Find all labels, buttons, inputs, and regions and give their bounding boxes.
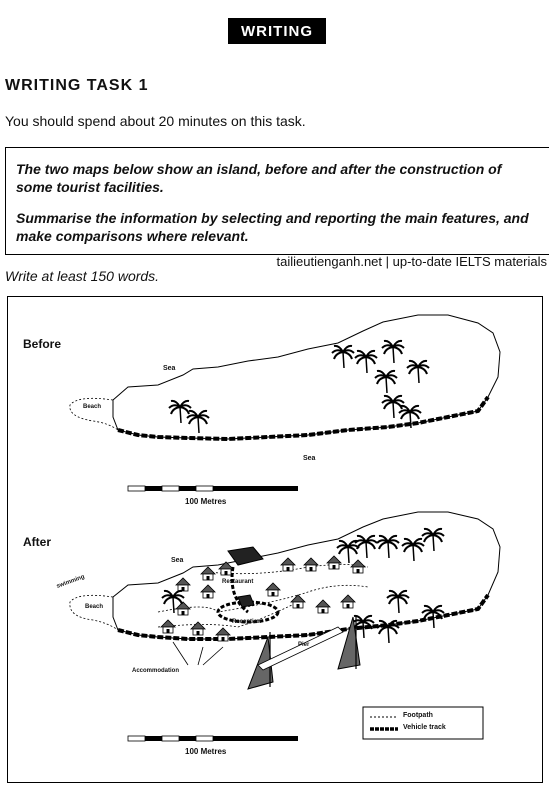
- legend-vehicle-track-label: Vehicle track: [403, 724, 446, 731]
- before-scale-label: 100 Metres: [185, 497, 227, 506]
- after-map: [70, 512, 500, 741]
- legend-footpath-label: Footpath: [403, 712, 433, 719]
- after-sea-label: Sea: [171, 557, 184, 564]
- word-count-instruction: Write at least 150 words.: [5, 268, 160, 284]
- restaurant-label: Restaurant: [222, 579, 254, 585]
- after-map-title: After: [23, 535, 52, 549]
- time-instruction: You should spend about 20 minutes on this task.: [5, 113, 306, 129]
- pier-label: Pier: [298, 642, 310, 648]
- maps-drawing: [8, 297, 544, 784]
- before-sea-bottom-label: Sea: [303, 455, 316, 462]
- section-header: WRITING: [228, 18, 326, 44]
- prompt-instruction: Summarise the information by selecting and reporting the main features, and make comparisons where relevant.: [16, 210, 529, 244]
- after-beach-label: Beach: [85, 604, 104, 610]
- task-title: WRITING TASK 1: [5, 77, 149, 94]
- before-map-title: Before: [23, 337, 62, 351]
- swimming-label: swimming: [55, 574, 86, 590]
- before-map: [70, 315, 500, 491]
- accommodation-label: Accommodation: [132, 668, 180, 674]
- prompt-box: [5, 147, 549, 255]
- before-sea-top-label: Sea: [163, 365, 176, 372]
- maps-figure: [7, 296, 543, 783]
- before-beach-label: Beach: [83, 404, 102, 410]
- after-scale-label: 100 Metres: [185, 747, 227, 756]
- prompt-description: The two maps below show an island, before and after the construction of some tourist facilities.: [16, 161, 502, 195]
- reception-label: Reception: [232, 619, 262, 625]
- watermark: tailieutienganh.net | up-to-date IELTS materials: [276, 254, 547, 269]
